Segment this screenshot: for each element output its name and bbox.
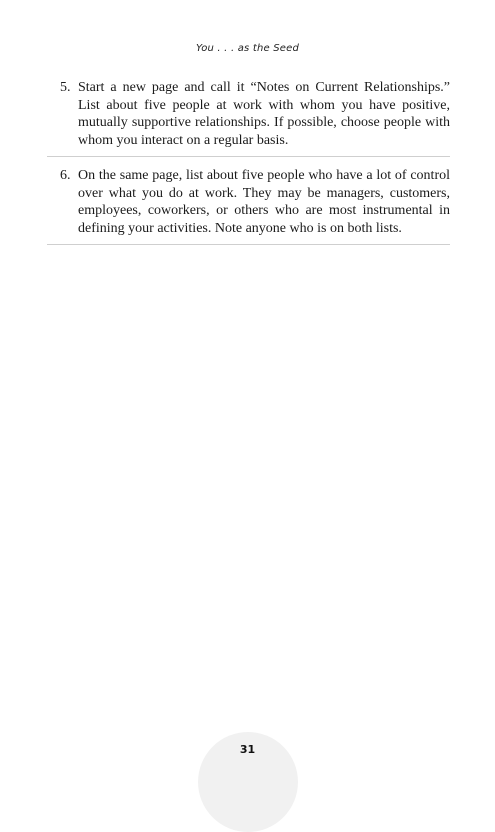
- page-number: 31: [239, 743, 256, 756]
- exercise-list: [47, 79, 450, 245]
- list-item: [47, 79, 450, 157]
- item-number: 5.: [60, 80, 71, 95]
- running-head: You . . . as the Seed: [195, 43, 300, 54]
- list-item: [47, 157, 450, 245]
- item-text: On the same page, list about five people who have a lot of control over what you do at work. They may be managers, customers, employees, coworkers, or others who are most instrumental in defining your activities. Note anyone who is on both lists.: [78, 168, 450, 236]
- item-number: 6.: [60, 168, 71, 183]
- item-text: Start a new page and call it “Notes on Current Relationships.” List about five people at work with whom you have positive, mutually supportive relationships. If possible, choose people with whom you interact on a regular basis.: [78, 80, 450, 148]
